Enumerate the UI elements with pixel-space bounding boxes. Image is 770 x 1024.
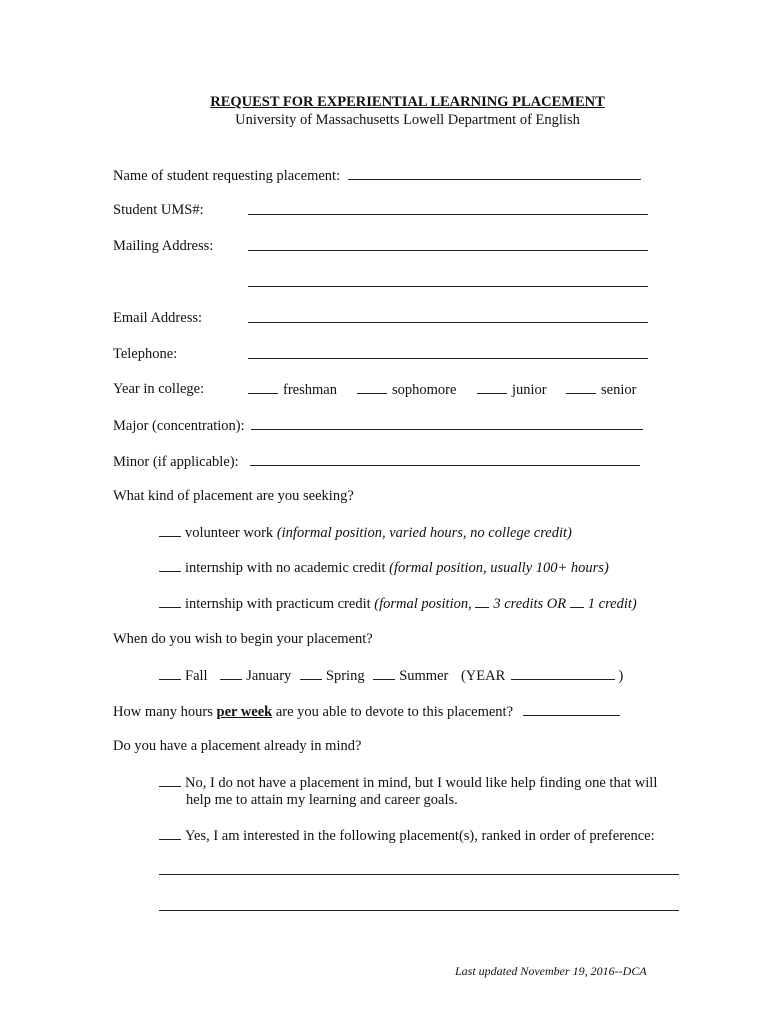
name-blank[interactable] <box>348 166 641 180</box>
mailing-blank-2[interactable] <box>248 286 648 287</box>
begin-options-row <box>159 666 623 685</box>
major-field-row <box>113 416 643 435</box>
year-option-senior[interactable]: senior <box>566 380 636 399</box>
telephone-label: Telephone: <box>113 346 178 362</box>
form-subtitle: University of Massachusetts Lowell Department of English <box>235 112 580 128</box>
placement-option-internship-practicum[interactable]: internship with practicum credit (formal position, 3 credits OR 1 credit) <box>159 594 637 613</box>
minor-field-row <box>113 452 640 471</box>
form-title: REQUEST FOR EXPERIENTIAL LEARNING PLACEMENT <box>210 94 605 110</box>
per-week-emphasis: per week <box>216 704 273 720</box>
year-option-junior[interactable]: junior <box>477 380 547 399</box>
major-blank[interactable] <box>251 416 643 430</box>
preference-blank-2[interactable] <box>159 910 679 911</box>
ums-blank[interactable] <box>248 214 648 215</box>
year-suffix: ) <box>618 668 624 684</box>
minor-label: Minor (if applicable): <box>113 454 239 470</box>
season-option-fall[interactable]: Fall <box>159 668 208 684</box>
last-updated-note: Last updated November 19, 2016--DCA <box>455 964 647 978</box>
in-mind-option-no[interactable]: No, I do not have a placement in mind, but I would like help finding one that will <box>159 773 657 792</box>
one-credit-blank[interactable] <box>570 594 584 608</box>
mailing-label: Mailing Address: <box>113 238 214 254</box>
in-mind-question: Do you have a placement already in mind? <box>113 738 362 754</box>
year-label: Year in college: <box>113 381 205 397</box>
begin-question: When do you wish to begin your placement? <box>113 631 373 647</box>
season-option-summer[interactable]: Summer <box>373 668 448 684</box>
hours-blank[interactable] <box>523 702 620 716</box>
placement-option-internship-no-credit[interactable]: internship with no academic credit (formal position, usually 100+ hours) <box>159 558 609 577</box>
season-option-spring[interactable]: Spring <box>300 668 365 684</box>
mailing-blank-1[interactable] <box>248 250 648 251</box>
placement-kind-question: What kind of placement are you seeking? <box>113 488 354 504</box>
preference-blank-1[interactable] <box>159 874 679 875</box>
minor-blank[interactable] <box>250 452 640 466</box>
hours-question-row: How many hours per week are you able to devote to this placement? <box>113 702 620 721</box>
begin-year-blank[interactable] <box>511 666 615 680</box>
email-blank[interactable] <box>248 322 648 323</box>
year-option-sophomore[interactable]: sophomore <box>357 380 456 399</box>
year-option-freshman[interactable]: freshman <box>248 380 337 399</box>
telephone-blank[interactable] <box>248 358 648 359</box>
major-label: Major (concentration): <box>113 418 245 434</box>
season-option-january[interactable]: January <box>220 668 291 684</box>
in-mind-option-no-line2: help me to attain my learning and career goals. <box>186 792 458 808</box>
ums-label: Student UMS#: <box>113 202 204 218</box>
name-field-row <box>113 166 641 185</box>
name-label: Name of student requesting placement: <box>113 168 341 184</box>
placement-option-volunteer[interactable]: volunteer work (informal position, varied hours, no college credit) <box>159 523 572 542</box>
three-credits-blank[interactable] <box>475 594 489 608</box>
year-prefix: (YEAR <box>460 668 506 684</box>
email-label: Email Address: <box>113 310 203 326</box>
in-mind-option-yes[interactable]: Yes, I am interested in the following placement(s), ranked in order of preference: <box>159 826 655 845</box>
